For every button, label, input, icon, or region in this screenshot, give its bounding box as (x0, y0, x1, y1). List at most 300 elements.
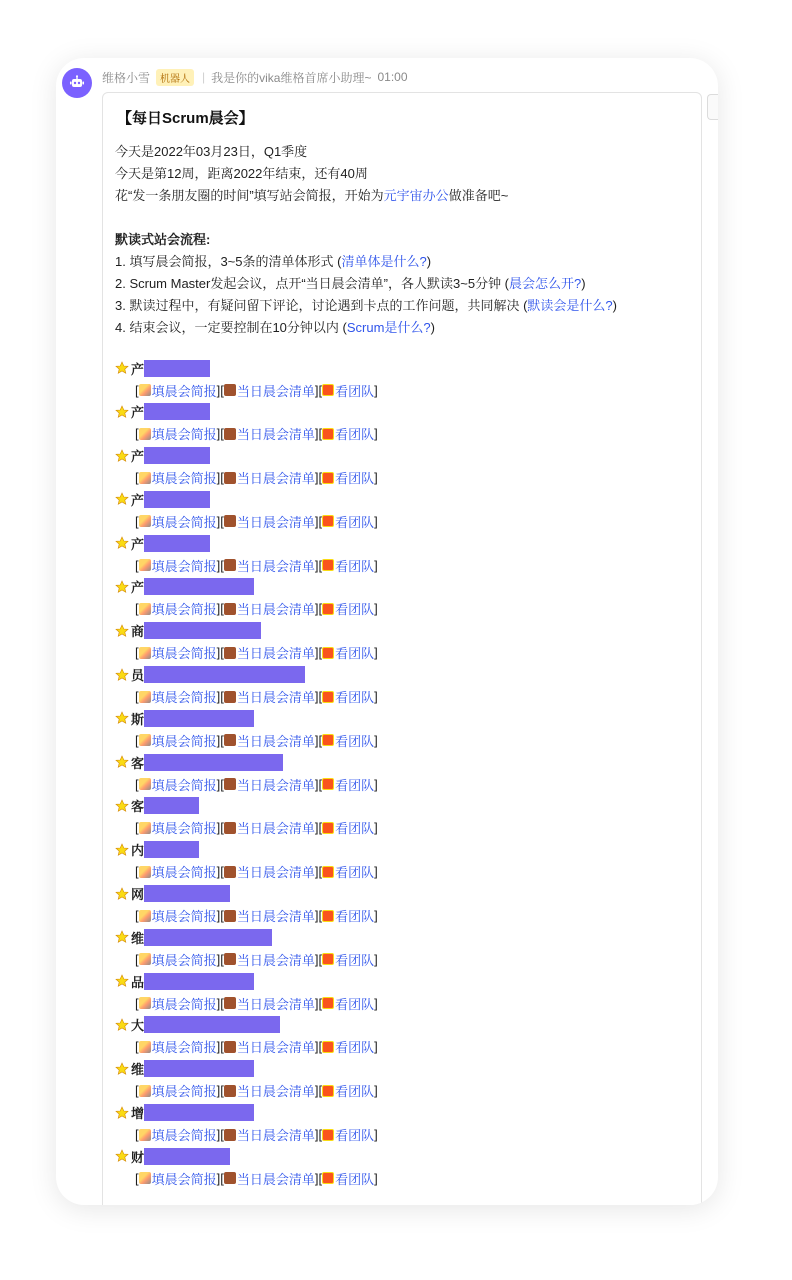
clipboard-icon (224, 603, 236, 615)
bracket: [ (135, 513, 139, 529)
card-line-link[interactable]: 元宇宙办公 (383, 188, 449, 203)
clipboard-icon (224, 866, 236, 878)
bracket: ] (374, 732, 378, 748)
team-icon (322, 472, 334, 484)
memo-icon (139, 691, 151, 703)
bracket: ] (374, 426, 378, 442)
bracket: ] (374, 951, 378, 967)
view-team-link[interactable]: 看团队 (335, 646, 375, 662)
memo-icon (139, 603, 151, 615)
clipboard-icon (224, 1172, 236, 1184)
team-links-row (115, 554, 378, 576)
fill-report-link[interactable]: 填晨会简报 (151, 821, 217, 837)
fill-report-link[interactable]: 填晨会简报 (151, 865, 217, 881)
bracket: ][ (216, 951, 224, 967)
bracket: ][ (314, 864, 323, 880)
bracket: ][ (216, 820, 224, 836)
team-name-row (115, 795, 378, 817)
bracket: ][ (314, 645, 323, 661)
daily-list-link[interactable]: 当日晨会清单 (236, 821, 315, 837)
bracket: ][ (314, 557, 323, 573)
team-icon (322, 953, 334, 965)
view-team-link[interactable]: 看团队 (335, 383, 375, 399)
team-entry (115, 401, 378, 445)
clipboard-icon (224, 559, 236, 571)
clipboard-icon (224, 1129, 236, 1141)
bracket: ] (374, 513, 378, 529)
view-team-link[interactable]: 看团队 (335, 909, 375, 925)
view-team-link[interactable]: 看团队 (335, 471, 375, 487)
daily-list-link[interactable]: 当日晨会清单 (236, 602, 315, 618)
card-line-text: ) (430, 320, 435, 335)
bracket: [ (135, 1039, 139, 1055)
team-icon (322, 734, 334, 746)
team-name: 员 (131, 668, 145, 684)
team-name-row (115, 532, 378, 554)
view-team-link[interactable]: 看团队 (335, 777, 375, 793)
team-name-row (115, 970, 378, 992)
star-icon (115, 1106, 129, 1120)
memo-icon (139, 953, 151, 965)
bracket: ][ (216, 1170, 224, 1186)
card-line (115, 163, 617, 185)
team-entry (115, 751, 378, 795)
card-line-text: 4. 结束会议，一定要控制在10分钟以内 ( (115, 320, 347, 335)
redaction-bar (144, 491, 210, 508)
redaction-bar (144, 754, 283, 771)
fill-report-link[interactable]: 填晨会简报 (151, 996, 217, 1012)
bracket: [ (135, 426, 139, 442)
card-line-link[interactable]: Scrum是什么? (346, 320, 431, 335)
team-links-row (115, 379, 378, 401)
team-icon (322, 647, 334, 659)
team-icon (322, 1041, 334, 1053)
memo-icon (139, 515, 151, 527)
redaction-bar (144, 1060, 254, 1077)
team-name-row (115, 488, 378, 510)
team-icon (322, 866, 334, 878)
redaction-bar (144, 797, 199, 814)
memo-icon (139, 1041, 151, 1053)
bracket: ] (374, 776, 378, 792)
bracket: ][ (216, 732, 224, 748)
team-icon (322, 691, 334, 703)
chat-window (56, 58, 718, 1205)
daily-list-link[interactable]: 当日晨会清单 (236, 777, 315, 793)
bracket: ][ (314, 689, 323, 705)
bracket: ][ (216, 601, 224, 617)
team-icon (322, 384, 334, 396)
team-links-row (115, 773, 378, 795)
star-icon (115, 1149, 129, 1163)
star-icon (115, 930, 129, 944)
team-name: 商 (131, 624, 145, 640)
clipboard-icon (224, 953, 236, 965)
team-entry (115, 357, 378, 401)
bracket: [ (135, 908, 139, 924)
fill-report-link[interactable]: 填晨会简报 (151, 909, 217, 925)
bracket: ][ (216, 689, 224, 705)
bracket: ][ (314, 732, 323, 748)
bracket: ][ (314, 1170, 323, 1186)
team-entry (115, 488, 378, 532)
bracket: ][ (314, 995, 323, 1011)
view-team-link[interactable]: 看团队 (335, 733, 375, 749)
team-name: 维 (131, 930, 145, 946)
bracket: ][ (314, 426, 323, 442)
bracket: ] (374, 382, 378, 398)
team-entry (115, 926, 378, 970)
card-line-text: 2. Scrum Master发起会议，点开“当日晨会清单”，各人默读3~5分钟 ( (115, 276, 510, 291)
team-entry (115, 1014, 378, 1058)
star-icon (115, 799, 129, 813)
team-entry (115, 883, 378, 927)
daily-list-link[interactable]: 当日晨会清单 (236, 733, 315, 749)
card-line-text: 默读式站会流程: (115, 232, 211, 247)
bot-avatar[interactable] (62, 68, 92, 98)
team-links-row (115, 1167, 378, 1189)
fill-report-link[interactable]: 填晨会简报 (151, 427, 217, 443)
team-entry (115, 664, 378, 708)
bracket: ][ (216, 426, 224, 442)
daily-list-link[interactable]: 当日晨会清单 (236, 1128, 315, 1144)
bracket: [ (135, 1127, 139, 1143)
fill-report-link[interactable]: 填晨会简报 (151, 602, 217, 618)
redaction-bar (144, 578, 254, 595)
bracket: ][ (216, 557, 224, 573)
card-line (115, 273, 617, 295)
bracket: ] (374, 470, 378, 486)
star-icon (115, 711, 129, 725)
redaction-bar (144, 360, 210, 377)
team-name-row (115, 1014, 378, 1036)
redaction-bar (144, 1104, 254, 1121)
card-line-text: 花“发一条朋友圈的时间”填写站会简报，开始为 (115, 188, 384, 203)
fill-report-link[interactable]: 填晨会简报 (151, 1040, 217, 1056)
team-links-row (115, 729, 378, 751)
daily-list-link[interactable]: 当日晨会清单 (236, 952, 315, 968)
team-links-row (115, 598, 378, 620)
bracket: ][ (314, 1127, 323, 1143)
redaction-bar (144, 710, 254, 727)
view-team-link[interactable]: 看团队 (335, 1084, 375, 1100)
bracket: ][ (314, 470, 323, 486)
daily-list-link[interactable]: 当日晨会清单 (236, 514, 315, 530)
team-links-row (115, 467, 378, 489)
robot-icon (68, 74, 86, 92)
bracket: [ (135, 1170, 139, 1186)
fill-report-link[interactable]: 填晨会简报 (151, 1128, 217, 1144)
team-entry (115, 1102, 378, 1146)
card-title: 【每日Scrum晨会】 (117, 110, 254, 127)
bracket: ][ (314, 908, 323, 924)
bracket: [ (135, 776, 139, 792)
bracket: ] (374, 1039, 378, 1055)
team-icon (322, 515, 334, 527)
team-icon (322, 910, 334, 922)
bracket: ][ (216, 1039, 224, 1055)
star-icon (115, 405, 129, 419)
fill-report-link[interactable]: 填晨会简报 (151, 646, 217, 662)
team-icon (322, 428, 334, 440)
daily-list-link[interactable]: 当日晨会清单 (236, 1040, 315, 1056)
daily-list-link[interactable]: 当日晨会清单 (236, 383, 315, 399)
team-icon (322, 778, 334, 790)
team-links-row (115, 817, 378, 839)
team-name-row (115, 1058, 378, 1080)
fill-report-link[interactable]: 填晨会简报 (151, 514, 217, 530)
card-line-link[interactable]: 默读会是什么? (527, 298, 613, 313)
view-team-link[interactable]: 看团队 (335, 996, 375, 1012)
star-icon (115, 1062, 129, 1076)
team-name-row (115, 576, 378, 598)
card-line (115, 207, 617, 229)
fill-report-link[interactable]: 填晨会简报 (151, 383, 217, 399)
bot-badge: 机器人 (156, 69, 194, 86)
bracket: ] (374, 1083, 378, 1099)
bracket: ][ (216, 470, 224, 486)
card-line (115, 251, 617, 273)
bracket: ][ (216, 864, 224, 880)
bracket: ] (374, 864, 378, 880)
redaction-bar (144, 973, 254, 990)
side-toolbar-icon[interactable] (707, 94, 718, 120)
daily-list-link[interactable]: 当日晨会清单 (236, 1084, 315, 1100)
bracket: ][ (314, 513, 323, 529)
team-name-row (115, 707, 378, 729)
star-icon (115, 668, 129, 682)
team-icon (322, 1172, 334, 1184)
clipboard-icon (224, 647, 236, 659)
daily-list-link[interactable]: 当日晨会清单 (236, 690, 315, 706)
daily-list-link[interactable]: 当日晨会清单 (236, 646, 315, 662)
star-icon (115, 1018, 129, 1032)
message-header (102, 68, 408, 86)
daily-list-link[interactable]: 当日晨会清单 (236, 996, 315, 1012)
star-icon (115, 974, 129, 988)
fill-report-link[interactable]: 填晨会简报 (151, 952, 217, 968)
card-line (115, 185, 617, 207)
fill-report-link[interactable]: 填晨会简报 (151, 558, 217, 574)
team-name: 斯 (131, 711, 145, 727)
redaction-bar (144, 841, 199, 858)
redaction-bar (144, 1016, 280, 1033)
team-name: 品 (131, 974, 145, 990)
fill-report-link[interactable]: 填晨会简报 (151, 1171, 217, 1187)
view-team-link[interactable]: 看团队 (335, 952, 375, 968)
view-team-link[interactable]: 看团队 (335, 558, 375, 574)
redaction-bar (144, 535, 210, 552)
fill-report-link[interactable]: 填晨会简报 (151, 1084, 217, 1100)
view-team-link[interactable]: 看团队 (335, 514, 375, 530)
clipboard-icon (224, 1085, 236, 1097)
view-team-link[interactable]: 看团队 (335, 690, 375, 706)
bracket: ][ (314, 382, 323, 398)
memo-icon (139, 778, 151, 790)
team-links-row (115, 1036, 378, 1058)
star-icon (115, 887, 129, 901)
team-name-row (115, 664, 378, 686)
view-team-link[interactable]: 看团队 (335, 1128, 375, 1144)
message-time: 01:00 (377, 70, 408, 84)
team-entry (115, 1145, 378, 1189)
team-links-row (115, 905, 378, 927)
team-name: 产 (131, 405, 145, 421)
team-entry (115, 795, 378, 839)
bracket: ][ (314, 951, 323, 967)
bracket: ] (374, 689, 378, 705)
bracket: ][ (216, 1127, 224, 1143)
team-name: 产 (131, 492, 145, 508)
star-icon (115, 624, 129, 638)
view-team-link[interactable]: 看团队 (335, 821, 375, 837)
bracket: ][ (314, 1083, 323, 1099)
team-name: 维 (131, 1062, 145, 1078)
bracket: ] (374, 995, 378, 1011)
clipboard-icon (224, 428, 236, 440)
card-line (115, 141, 617, 163)
card-line (115, 317, 617, 339)
team-icon (322, 603, 334, 615)
bracket: ][ (216, 1083, 224, 1099)
view-team-link[interactable]: 看团队 (335, 1171, 375, 1187)
team-entry (115, 576, 378, 620)
bracket: ][ (216, 995, 224, 1011)
star-icon (115, 492, 129, 506)
team-entry (115, 970, 378, 1014)
team-entry (115, 532, 378, 576)
clipboard-icon (224, 778, 236, 790)
team-name-row (115, 883, 378, 905)
bracket: ][ (216, 776, 224, 792)
bracket: [ (135, 601, 139, 617)
star-icon (115, 755, 129, 769)
memo-icon (139, 734, 151, 746)
redaction-bar (144, 885, 230, 902)
redaction-bar (144, 1148, 230, 1165)
daily-list-link[interactable]: 当日晨会清单 (236, 558, 315, 574)
sender-intro: 我是你的vika维格首席小助理~ (211, 70, 372, 85)
star-icon (115, 536, 129, 550)
redaction-bar (144, 622, 261, 639)
view-team-link[interactable]: 看团队 (335, 602, 375, 618)
clipboard-icon (224, 734, 236, 746)
team-name-row (115, 445, 378, 467)
bracket: ][ (216, 908, 224, 924)
bracket: [ (135, 689, 139, 705)
header-divider: | (202, 70, 206, 84)
team-links-row (115, 1124, 378, 1146)
message-card (102, 92, 702, 1205)
star-icon (115, 843, 129, 857)
memo-icon (139, 472, 151, 484)
memo-icon (139, 1172, 151, 1184)
fill-report-link[interactable]: 填晨会简报 (151, 777, 217, 793)
team-name-row (115, 839, 378, 861)
team-entry (115, 707, 378, 751)
team-name-row (115, 1102, 378, 1124)
clipboard-icon (224, 691, 236, 703)
bracket: [ (135, 1083, 139, 1099)
team-name: 网 (131, 887, 145, 903)
team-name: 增 (131, 1106, 145, 1122)
team-name: 大 (131, 1018, 145, 1034)
clipboard-icon (224, 384, 236, 396)
card-line-text: 做准备吧~ (448, 188, 509, 203)
team-links-row (115, 642, 378, 664)
redaction-bar (144, 447, 210, 464)
team-name: 产 (131, 449, 145, 465)
bracket: [ (135, 645, 139, 661)
memo-icon (139, 1129, 151, 1141)
card-line-text: 今天是2022年03月23日，Q1季度 (115, 144, 308, 159)
card-line-link[interactable]: 清单体是什么? (341, 254, 427, 269)
fill-report-link[interactable]: 填晨会简报 (151, 733, 217, 749)
bracket: ] (374, 1170, 378, 1186)
memo-icon (139, 822, 151, 834)
bracket: [ (135, 995, 139, 1011)
team-links-row (115, 861, 378, 883)
card-line-text: 今天是第12周，距离2022年结束，还有40周 (115, 166, 368, 181)
card-line-text: ) (612, 298, 617, 313)
fill-report-link[interactable]: 填晨会简报 (151, 471, 217, 487)
team-entry (115, 445, 378, 489)
team-name-row (115, 620, 378, 642)
clipboard-icon (224, 910, 236, 922)
daily-list-link[interactable]: 当日晨会清单 (236, 865, 315, 881)
clipboard-icon (224, 822, 236, 834)
team-list (115, 357, 378, 1189)
memo-icon (139, 997, 151, 1009)
daily-list-link[interactable]: 当日晨会清单 (236, 471, 315, 487)
card-line (115, 229, 617, 251)
team-name: 产 (131, 536, 145, 552)
bracket: ] (374, 601, 378, 617)
card-line-text: 1. 填写晨会简报，3~5条的清单体形式 ( (115, 254, 342, 269)
team-icon (322, 997, 334, 1009)
team-entry (115, 1058, 378, 1102)
daily-list-link[interactable]: 当日晨会清单 (236, 1171, 315, 1187)
redaction-bar (144, 929, 272, 946)
team-links-row (115, 510, 378, 532)
team-name-row (115, 926, 378, 948)
memo-icon (139, 866, 151, 878)
team-name: 客 (131, 799, 145, 815)
team-links-row (115, 1080, 378, 1102)
team-name-row (115, 751, 378, 773)
redaction-bar (144, 403, 210, 420)
daily-list-link[interactable]: 当日晨会清单 (236, 909, 315, 925)
star-icon (115, 449, 129, 463)
clipboard-icon (224, 472, 236, 484)
sender-name[interactable]: 维格小雪 (102, 70, 151, 85)
team-icon (322, 1129, 334, 1141)
card-line-text: 3. 默读过程中，有疑问留下评论，讨论遇到卡点的工作问题，共同解决 ( (115, 298, 528, 313)
bracket: ] (374, 1127, 378, 1143)
clipboard-icon (224, 997, 236, 1009)
view-team-link[interactable]: 看团队 (335, 865, 375, 881)
bracket: ][ (216, 645, 224, 661)
star-icon (115, 361, 129, 375)
team-entry (115, 620, 378, 664)
card-line-link[interactable]: 晨会怎么开? (509, 276, 582, 291)
memo-icon (139, 384, 151, 396)
daily-list-link[interactable]: 当日晨会清单 (236, 427, 315, 443)
view-team-link[interactable]: 看团队 (335, 1040, 375, 1056)
view-team-link[interactable]: 看团队 (335, 427, 375, 443)
fill-report-link[interactable]: 填晨会简报 (151, 690, 217, 706)
team-icon (322, 822, 334, 834)
